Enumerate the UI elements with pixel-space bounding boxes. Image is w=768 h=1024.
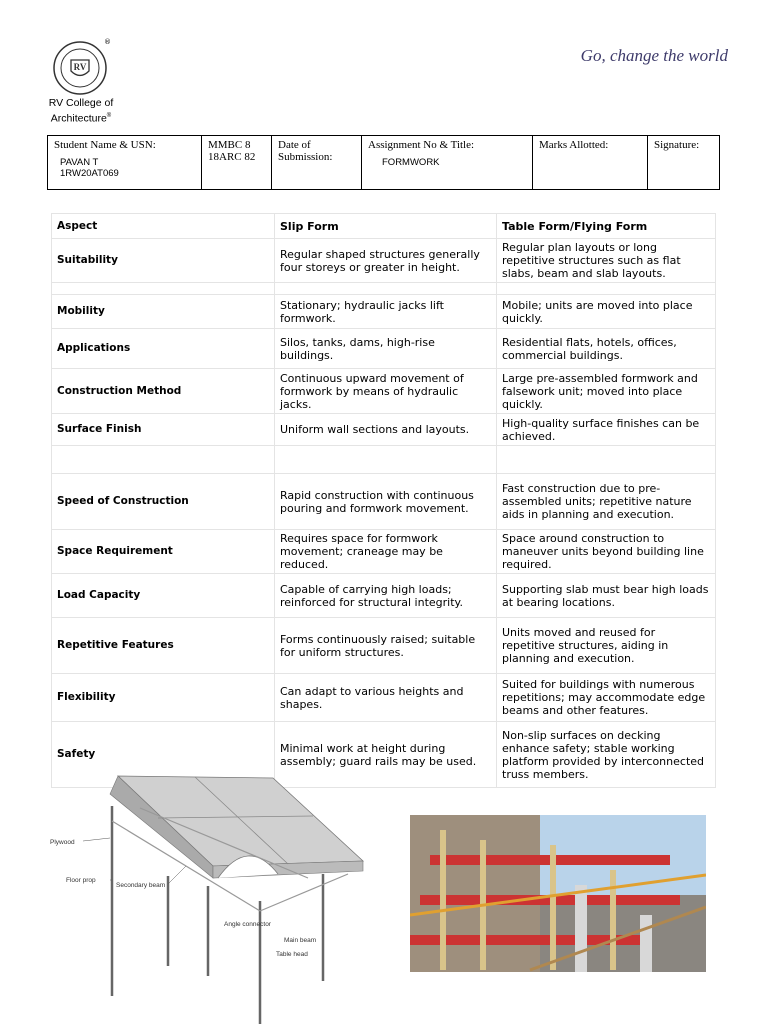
date-cell: Date of Submission: [272,136,362,190]
table-row: Surface Finish Uniform wall sections and layouts. High-quality surface finishes can be achieved. [52,414,716,446]
construction-photo [410,815,706,972]
registered-mark: ® [104,38,111,46]
table-row: Mobility Stationary; hydraulic jacks lift formwork. Mobile; units are moved into place quickly. [52,295,716,329]
table-row: Load Capacity Capable of carrying high loads; reinforced for structural integrity. Supporting slab must bear high loads at bearing locations. [52,574,716,618]
table-row: Repetitive Features Forms continuously raised; suitable for uniform structures. Units moved and reused for repetitive structures, aiding in planning and execution. [52,618,716,674]
label-main-beam: Main beam [284,937,317,944]
marks-cell: Marks Allotted: [533,136,648,190]
label-angle-connector: Angle connector [224,921,271,928]
label-plywood: Plywood [50,839,75,846]
table-row: Flexibility Can adapt to various heights and shapes. Suited for buildings with numerous repetitions; may accommodate edge beams and other features. [52,674,716,722]
table-row: Space Requirement Requires space for formwork movement; craneage may be reduced. Space around construction to maneuver units beyond building line required. [52,530,716,574]
table-row: Applications Silos, tanks, dams, high-rise buildings. Residential flats, hotels, offices, commercial buildings. [52,329,716,369]
svg-text:RV: RV [73,62,87,72]
label-floor-prop: Floor prop [66,877,96,884]
comparison-table [51,213,716,788]
table-header-row: Aspect Slip Form Table Form/Flying Form [52,214,716,239]
table-row: Construction Method Continuous upward movement of formwork by means of hydraulic jacks. Large pre-assembled formwork and falsework unit; moved into place quickly. [52,369,716,414]
college-name: RV College of Architecture® [48,97,114,125]
course-cell: MMBC 8 18ARC 82 [202,136,272,190]
label-secondary-beam: Secondary beam [116,882,166,889]
tagline: Go, change the world [580,46,728,65]
table-row: Suitability Regular shaped structures generally four storeys or greater in height. Regular plan layouts or long repetitive structures such as flat slabs, beam and slab layouts. [52,239,716,283]
student-cell: Student Name & USN: PAVAN T 1RW20AT069 [48,136,202,190]
table-formwork-diagram [48,766,368,1024]
college-logo [52,40,108,96]
table-row: Speed of Construction Rapid construction with continuous pouring and formwork movement. Fast construction due to pre-assembled units; repetitive nature aids in planning and execution. [52,474,716,530]
signature-cell: Signature: [648,136,720,190]
assignment-cell: Assignment No & Title: FORMWORK [362,136,533,190]
submission-header-table [47,135,720,190]
label-table-head: Table head [276,951,308,958]
table-row: Safety Minimal work at height during assembly; guard rails may be used. Non-slip surfaces on decking enhance safety; stable working platform provided by interconnected truss members. [52,722,716,788]
